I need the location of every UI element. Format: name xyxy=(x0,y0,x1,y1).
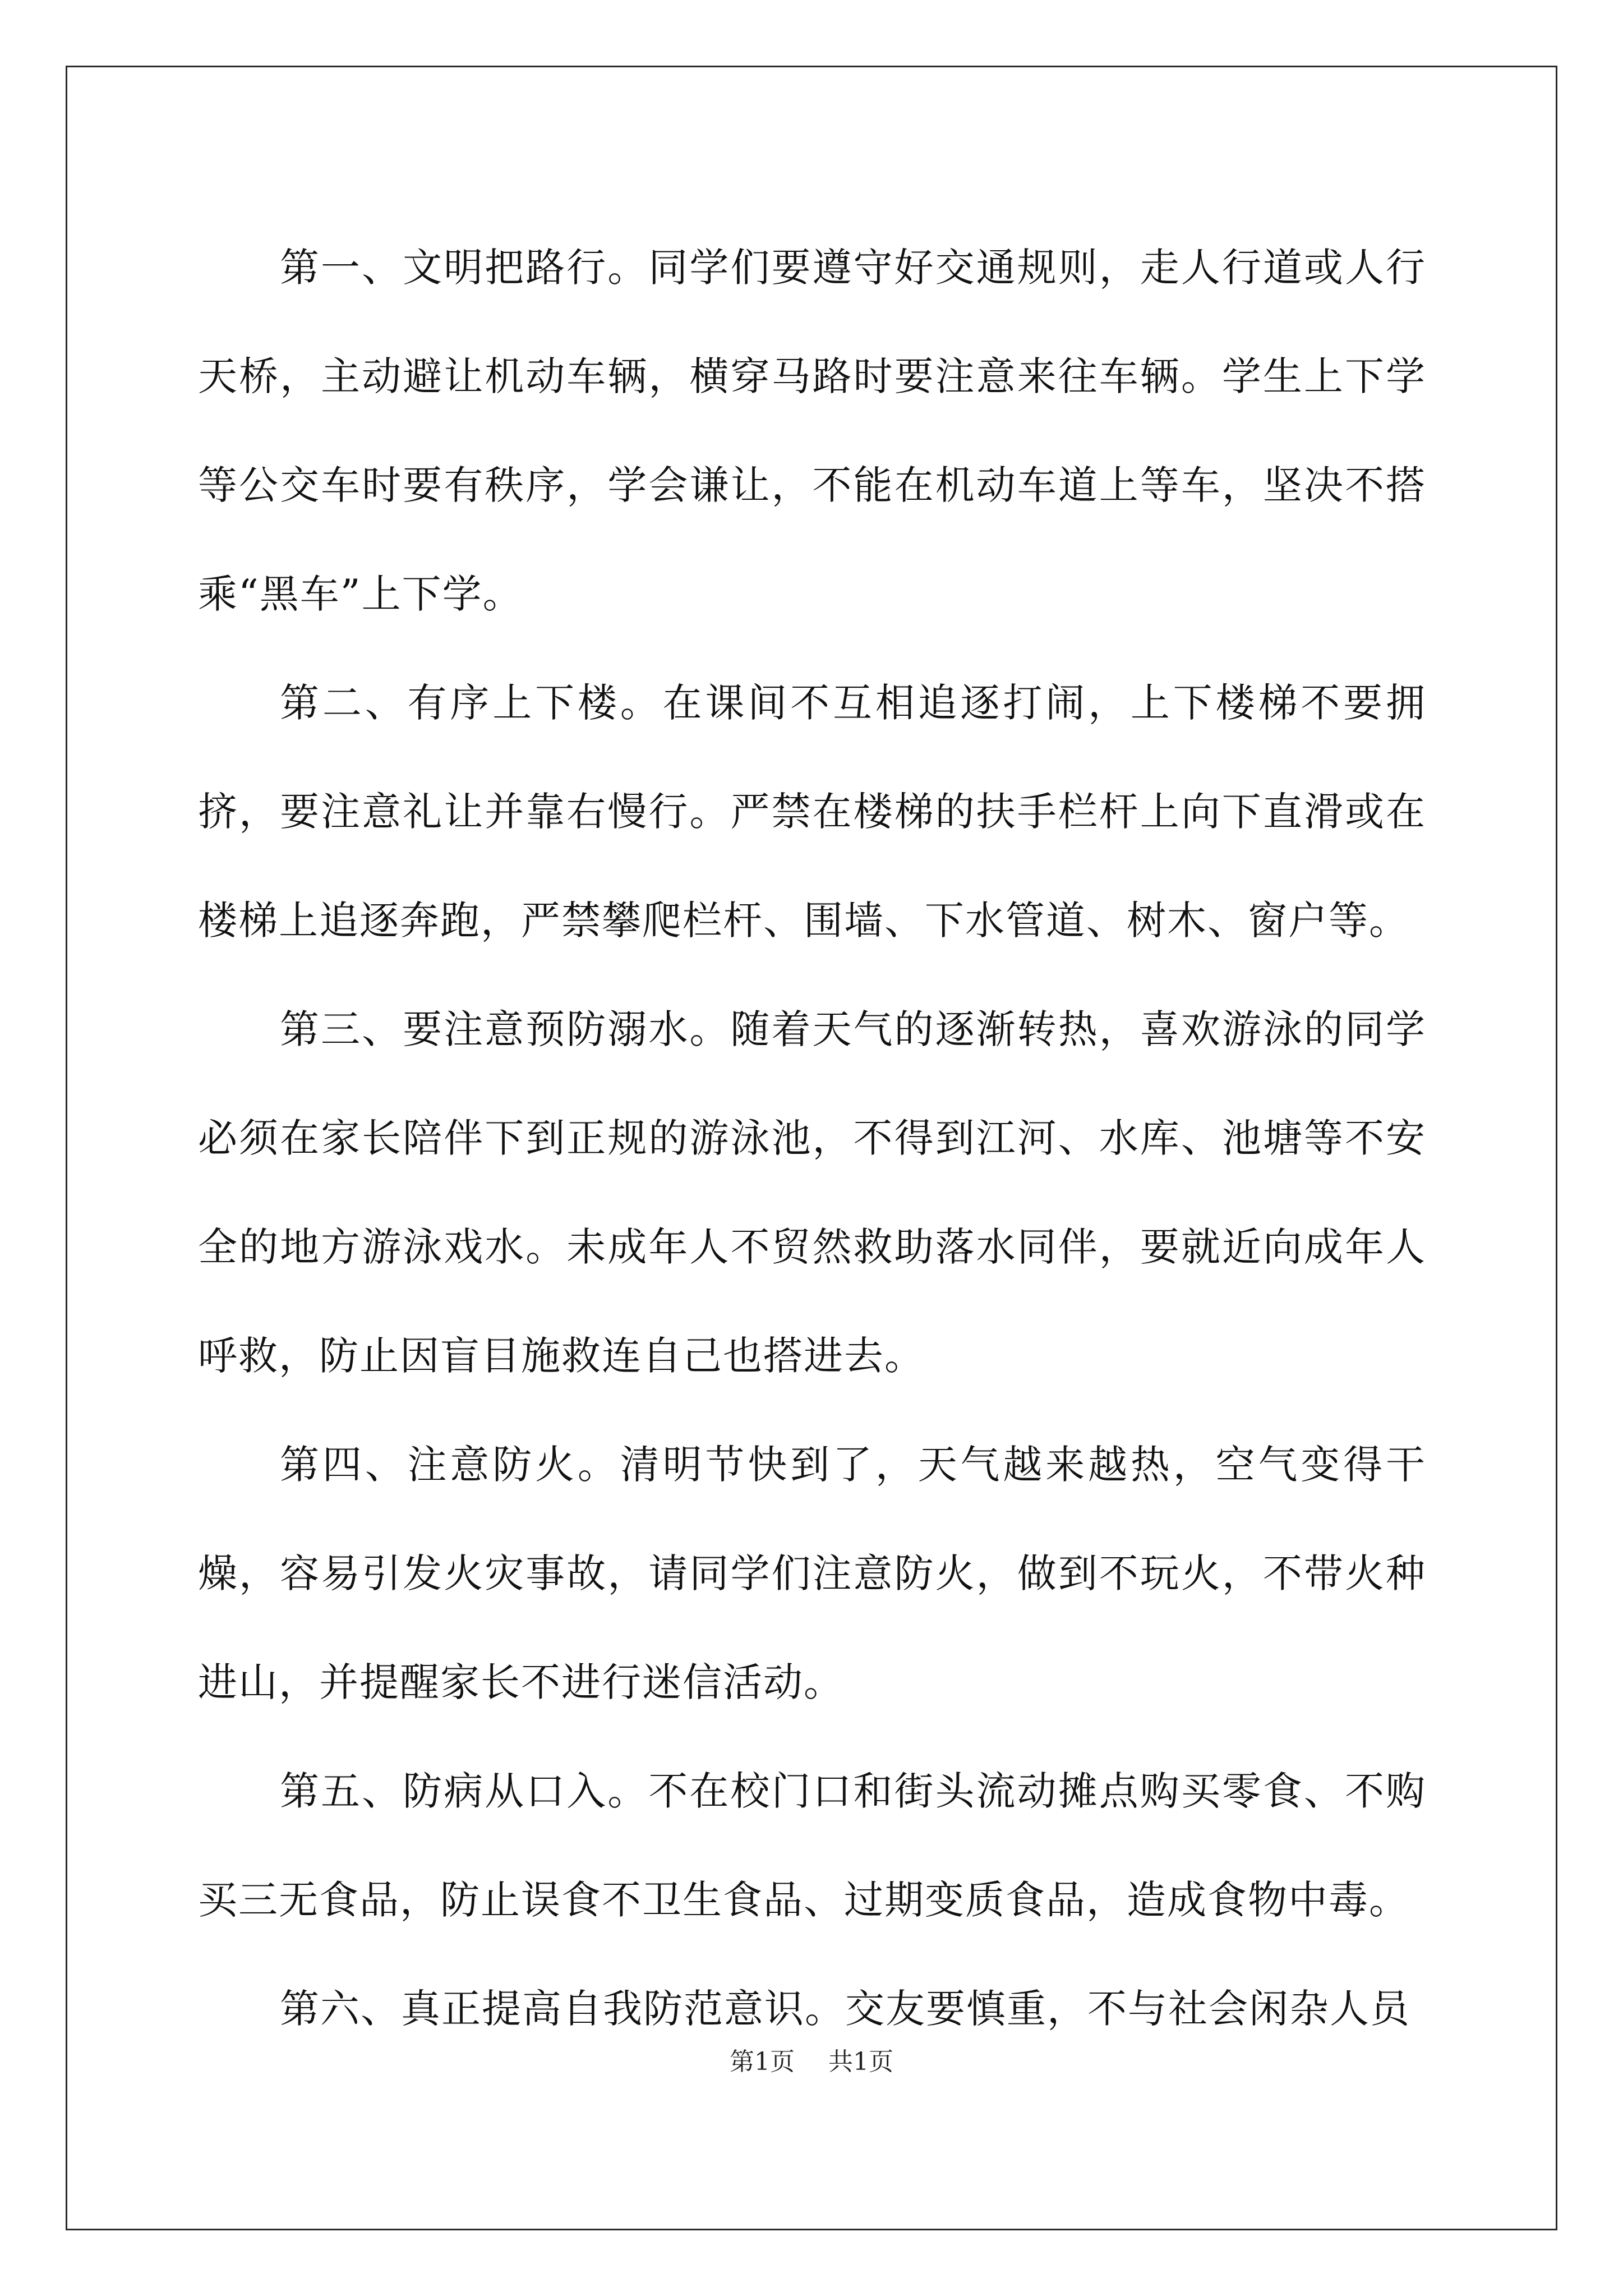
paragraph-self-protection: 第六、真正提高自我防范意识。交友要慎重，不与社会闲杂人员 xyxy=(280,1986,1410,2032)
paragraph-stairs: 第二、有序上下楼。在课间不互相追逐打闹，上下楼梯不要拥挤，要注意礼让并靠右慢行。严禁在楼梯的扶手栏杆上向下直滑或在楼梯上追逐奔跑，严禁攀爬栏杆、围墙、下水管道、树木、窗户等。 xyxy=(198,680,1426,944)
paragraph-traffic: 第一、文明把路行。同学们要遵守好交通规则，走人行道或人行天桥，主动避让机动车辆，横穿马路时要注意来往车辆。学生上下学等公交车时要有秩序，学会谦让，不能在机动车道上等车，坚决不搭乘“黑车”上下学。 xyxy=(198,245,1426,617)
page-number: 第1页 xyxy=(730,2047,795,2076)
page-total: 共1页 xyxy=(828,2047,893,2076)
paragraph-food: 第五、防病从口入。不在校门口和街头流动摊点购买零食、不购买三无食品，防止误食不卫生食品、过期变质食品，造成食物中毒。 xyxy=(198,1768,1426,1923)
paragraph-fire: 第四、注意防火。清明节快到了，天气越来越热，空气变得干燥，容易引发火灾事故，请同学们注意防火，做到不玩火，不带火种进山，并提醒家长不进行迷信活动。 xyxy=(198,1442,1426,1705)
page-footer xyxy=(0,2046,1623,2078)
document-body xyxy=(198,213,1426,2063)
paragraph-drowning: 第三、要注意预防溺水。随着天气的逐渐转热，喜欢游泳的同学必须在家长陪伴下到正规的游泳池，不得到江河、水库、池塘等不安全的地方游泳戏水。未成年人不贸然救助落水同伴，要就近向成年人呼救，防止因盲目施救连自己也搭进去。 xyxy=(198,1006,1426,1379)
